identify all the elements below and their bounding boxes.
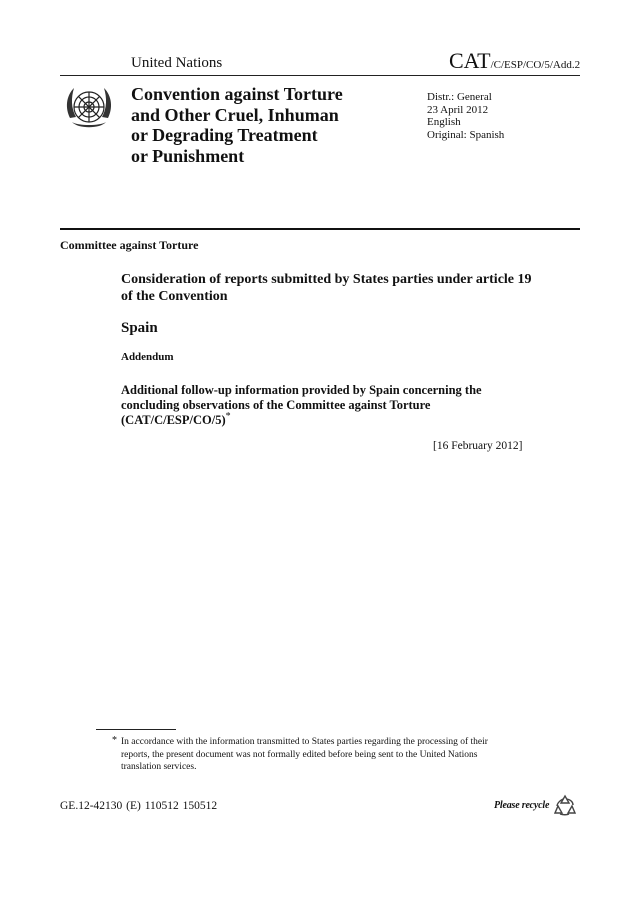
followup-heading (121, 383, 541, 428)
title-rule (60, 228, 580, 230)
committee-name: Committee against Torture (60, 238, 199, 252)
document-symbol-suffix: /C/ESP/CO/5/Add.2 (490, 59, 581, 71)
header-rule (60, 75, 580, 76)
document-symbol (449, 48, 580, 74)
document-symbol-main: CAT (449, 48, 491, 73)
addendum-label: Addendum (121, 351, 174, 363)
recycle-notice (494, 794, 576, 818)
job-number: GE.12-42130 (E) 110512 150512 (60, 800, 218, 812)
footnote-marker: * (112, 735, 117, 746)
issue-date: 23 April 2012 (427, 103, 489, 116)
received-date: [16 February 2012] (433, 440, 523, 452)
distribution-block (427, 91, 504, 141)
convention-title-line: and Other Cruel, Inhuman (131, 104, 339, 125)
recycle-label: Please recycle (494, 800, 550, 811)
followup-text: Additional follow-up information provided by Spain concerning the concluding observations of the Committee against Torture (CAT/C/ESP/CO/5) (121, 383, 482, 427)
document-language: English (427, 116, 461, 128)
convention-title-line: Convention against Torture (131, 84, 343, 104)
original-language: Original: Spanish (427, 128, 505, 141)
convention-title-line: or Punishment (131, 145, 245, 166)
recycle-icon (554, 794, 576, 816)
footnote-rule (96, 729, 176, 730)
country-heading: Spain (121, 320, 158, 336)
footnote-reference[interactable]: * (225, 410, 231, 422)
distribution-type: Distr.: General (427, 91, 492, 103)
convention-title (131, 84, 371, 166)
organization-name: United Nations (131, 55, 223, 71)
footnote-text: In accordance with the information transmitted to States parties regarding the processing of their reports, the present document was not formally edited before being sent to the United Nations translation services. (121, 737, 488, 772)
un-emblem-icon (62, 82, 116, 136)
section-heading: Consideration of reports submitted by States parties under article 19 of the Convention (121, 272, 532, 304)
convention-title-line: or Degrading Treatment (131, 125, 318, 145)
